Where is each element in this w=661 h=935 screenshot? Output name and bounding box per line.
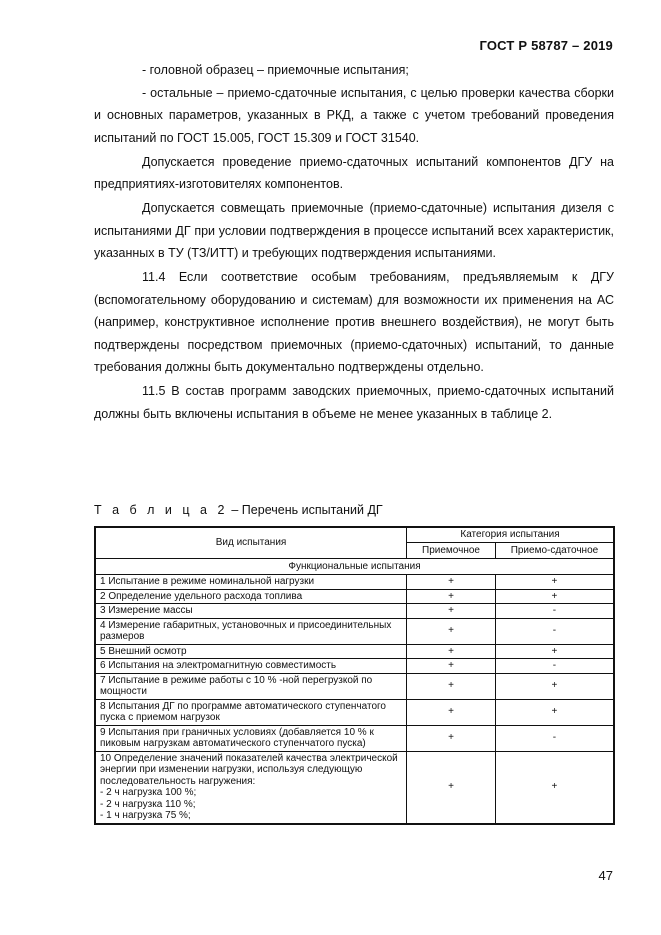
table-caption-prefix: Т а б л и ц а 2 <box>94 503 228 517</box>
standard-number: ГОСТ Р 58787 – 2019 <box>479 38 613 53</box>
tests-table <box>94 526 615 825</box>
table-row <box>95 618 614 644</box>
acceptance-mark: + <box>407 589 496 604</box>
test-name: 9 Испытания при граничных условиях (добавляется 10 % к пиковым нагрузкам автоматического ступенчатого пуска) <box>95 725 407 751</box>
table-caption <box>94 503 383 517</box>
header-acceptance: Приемочное <box>407 543 496 559</box>
delivery-mark: + <box>495 589 614 604</box>
table-row <box>95 589 614 604</box>
test-name: 2 Определение удельного расхода топлива <box>95 589 407 604</box>
table-row <box>95 699 614 725</box>
delivery-mark: + <box>495 751 614 824</box>
table-row <box>95 673 614 699</box>
delivery-mark: + <box>495 644 614 659</box>
paragraph-1: - головной образец – приемочные испытания; <box>142 63 409 77</box>
paragraph-6: 11.5 В состав программ заводских приемочных, приемо-сдаточных испытаний должны быть включены испытания в объеме не менее указанных в таблице 2. <box>94 384 614 421</box>
test-name: 7 Испытание в режиме работы с 10 % -ной перегрузкой по мощности <box>95 673 407 699</box>
table-caption-title: – Перечень испытаний ДГ <box>227 503 383 517</box>
delivery-mark: + <box>495 673 614 699</box>
table-row <box>95 751 614 824</box>
header-delivery: Приемо-сдаточное <box>495 543 614 559</box>
delivery-mark: - <box>495 604 614 619</box>
acceptance-mark: + <box>407 575 496 590</box>
acceptance-mark: + <box>407 673 496 699</box>
page-number: 47 <box>598 868 613 883</box>
section-functional: Функциональные испытания <box>95 559 614 575</box>
delivery-mark: - <box>495 725 614 751</box>
delivery-mark: + <box>495 575 614 590</box>
paragraph-2: - остальные – приемо-сдаточные испытания, с целью проверки качества сборки и основных параметров, указанных в РКД, а также с учетом требований проведения испытаний по ГОСТ 15.005, ГОСТ 15.309 и ГОСТ 31540. <box>94 85 614 145</box>
table-row <box>95 644 614 659</box>
acceptance-mark: + <box>407 751 496 824</box>
test-name: 5 Внешний осмотр <box>95 644 407 659</box>
test-name: 1 Испытание в режиме номинальной нагрузки <box>95 575 407 590</box>
body-text <box>94 59 614 425</box>
header-test-type: Вид испытания <box>95 527 407 559</box>
delivery-mark: - <box>495 659 614 674</box>
table-row <box>95 604 614 619</box>
header-category: Категория испытания <box>407 527 614 543</box>
paragraph-3: Допускается проведение приемо-сдаточных испытаний компонентов ДГУ на предприятиях-изготовителях компонентов. <box>94 154 614 191</box>
acceptance-mark: + <box>407 699 496 725</box>
test-name: 3 Измерение массы <box>95 604 407 619</box>
section-row <box>95 559 614 575</box>
acceptance-mark: + <box>407 644 496 659</box>
test-name: 8 Испытания ДГ по программе автоматического ступенчатого пуска с приемом нагрузок <box>95 699 407 725</box>
test-name: 4 Измерение габаритных, установочных и присоединительных размеров <box>95 618 407 644</box>
delivery-mark: + <box>495 699 614 725</box>
delivery-mark: - <box>495 618 614 644</box>
table-row <box>95 575 614 590</box>
acceptance-mark: + <box>407 604 496 619</box>
acceptance-mark: + <box>407 659 496 674</box>
acceptance-mark: + <box>407 725 496 751</box>
test-name: 10 Определение значений показателей качества электрической энергии при изменении нагрузки, используя следующую последовательность нагружения: - 2 ч нагрузка 100 %; - 2 ч нагрузка 110 %; - 1 ч нагрузка 75 %; <box>95 751 407 824</box>
table-header-row <box>95 527 614 543</box>
table-row <box>95 659 614 674</box>
paragraph-5: 11.4 Если соответствие особым требованиям, предъявляемым к ДГУ (вспомогательному оборудованию и системам) для возможности их применения на АС (например, конструктивное исполнение против внешнего воздействия), не могут быть подтверждены посредством приемочных (приемо-сдаточных) испытаний, то данные требования должны быть документально подтверждены отдельно. <box>94 270 614 374</box>
acceptance-mark: + <box>407 618 496 644</box>
paragraph-4: Допускается совмещать приемочные (приемо-сдаточные) испытания дизеля с испытаниями ДГ при условии подтверждения в процессе испытаний всех характеристик, указанных в ТУ (ТЗ/ИТТ) и требующих подтверждения испытаниями. <box>94 201 614 260</box>
test-name: 6 Испытания на электромагнитную совместимость <box>95 659 407 674</box>
table-row <box>95 725 614 751</box>
